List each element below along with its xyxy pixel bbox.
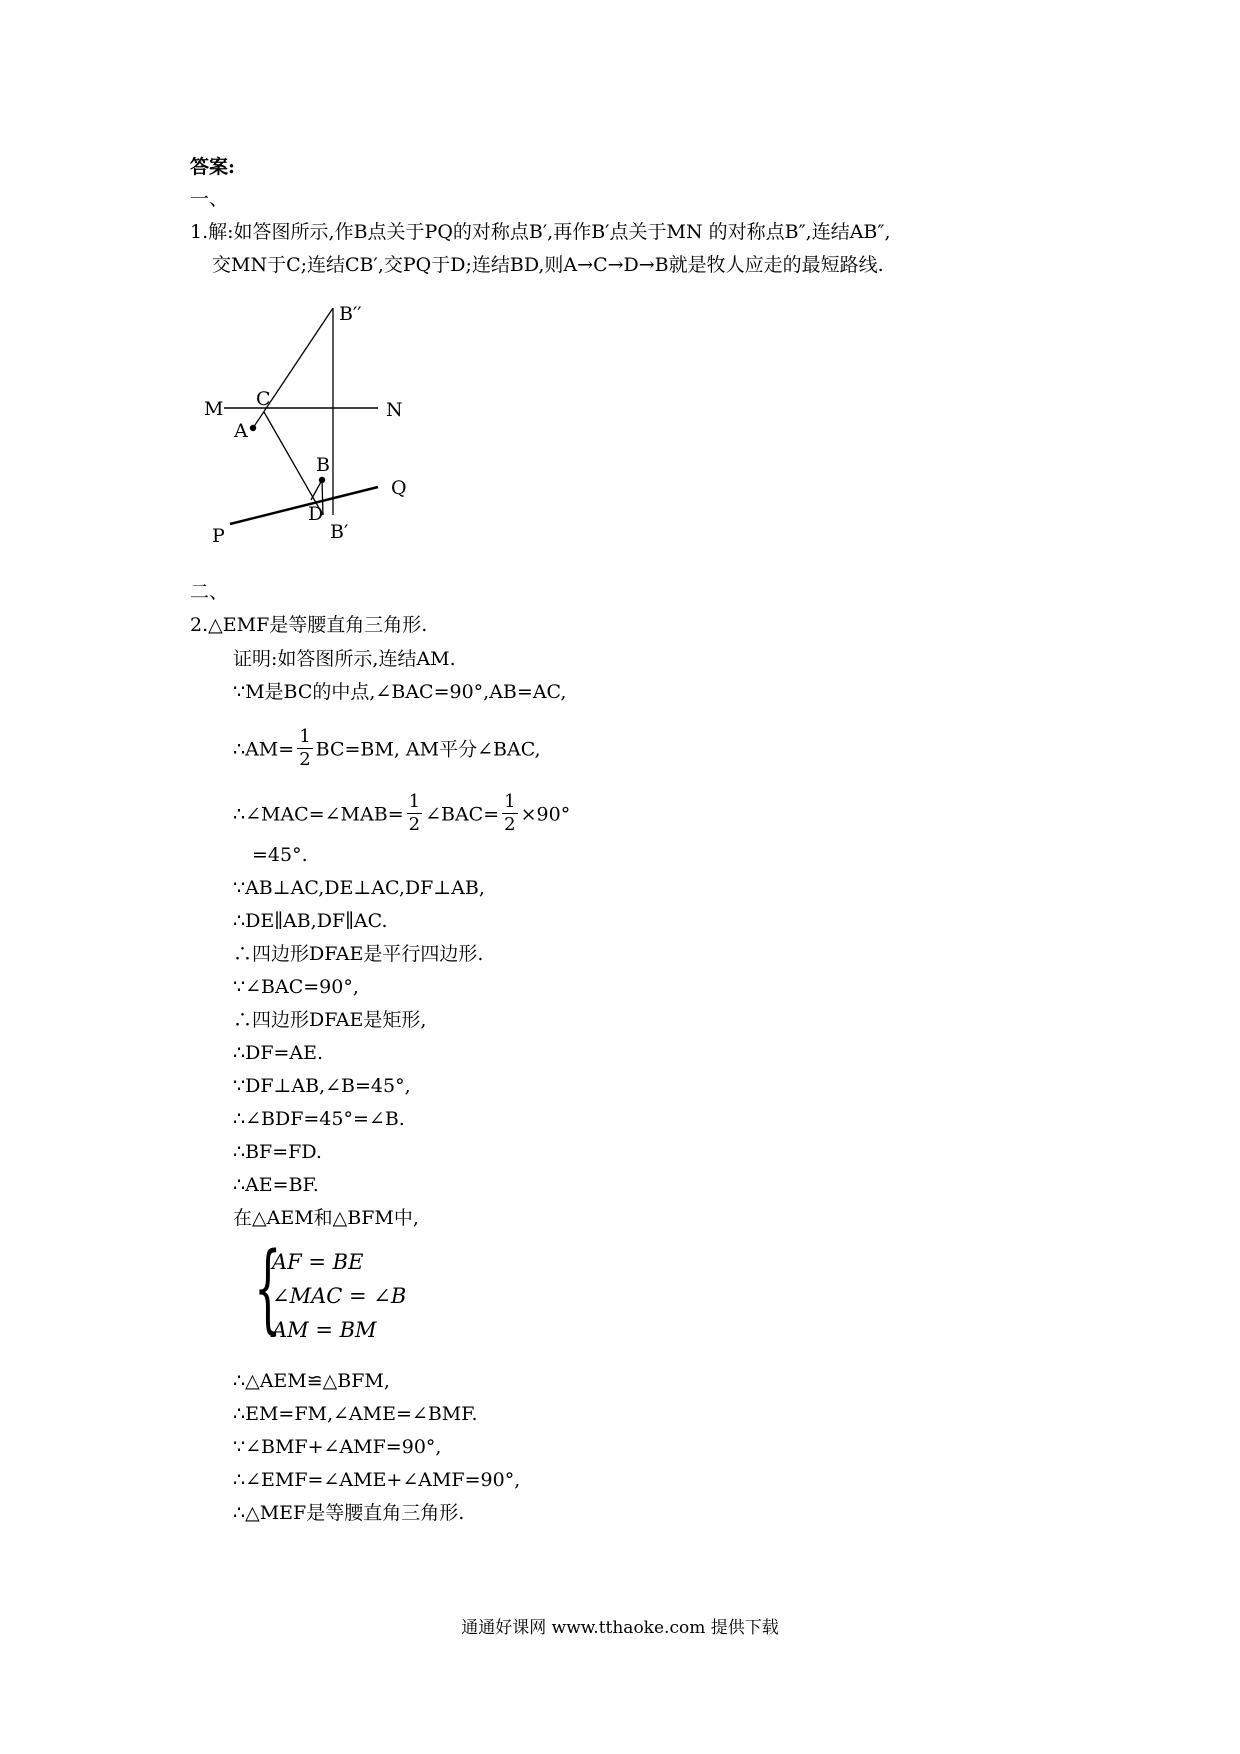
fraction-numerator: 1 [504,791,516,812]
section-one-label: 一、 [190,188,229,210]
proof-line-4-post: ×90° [520,803,571,826]
proof-line-9: ∵∠BAC=90°, [233,976,359,998]
label-m: M [204,398,224,420]
proof-line-15: ∴AE=BF. [233,1174,319,1196]
label-d: D [308,503,324,525]
label-n: N [386,399,403,421]
answer-heading: 答案: [190,156,236,178]
line-pq [230,487,378,524]
fraction-denominator: 2 [299,749,311,770]
proof-line-4-pre: ∴∠MAC=∠MAB= [233,803,404,826]
fraction-half [502,791,517,836]
segment-c-bp [264,412,323,515]
proof-line-6: ∵AB⊥AC,DE⊥AC,DF⊥AB, [233,877,485,899]
proof-line-2: ∵M是BC的中点,∠BAC=90°,AB=AC, [233,681,567,703]
proof-line-14: ∴BF=FD. [233,1141,322,1163]
system-eq-3: AM = BM [272,1318,377,1342]
proof-line-3-post: BC=BM, AM平分∠BAC, [315,738,541,761]
proof-line-16: 在△AEM和△BFM中, [233,1207,419,1229]
system-eq-2: ∠MAC = ∠B [272,1284,407,1308]
q1-line-2: 交MN于C;连结CB′,交PQ于D;连结BD,则A→C→D→B就是牧人应走的最短路线. [212,254,884,276]
proof-line-19: ∵∠BMF+∠AMF=90°, [233,1436,442,1458]
proof-line-20: ∴∠EMF=∠AME+∠AMF=90°, [233,1469,521,1491]
fraction-denominator: 2 [504,814,516,835]
proof-line-17: ∴△AEM≌△BFM, [233,1370,390,1392]
proof-line-21: ∴△MEF是等腰直角三角形. [233,1502,465,1524]
proof-line-12: ∵DF⊥AB,∠B=45°, [233,1075,411,1097]
proof-line-13: ∴∠BDF=45°=∠B. [233,1108,405,1130]
point-b [319,477,325,483]
proof-line-10: ∴四边形DFAE是矩形, [233,1009,427,1031]
system-eq-1: AF = BE [272,1250,364,1274]
q2-title: 2.△EMF是等腰直角三角形. [190,614,428,636]
proof-line-3-pre: ∴AM= [233,738,295,761]
label-c: C [256,388,271,410]
proof-line-7: ∴DE∥AB,DF∥AC. [233,910,388,932]
system-brace: { [254,1232,282,1344]
q1-line-1: 1.解:如答图所示,作B点关于PQ的对称点B′,再作B′点关于MN 的对称点B″,连结AB″, [190,221,891,243]
fraction-denominator: 2 [408,814,421,835]
label-q: Q [391,477,407,499]
segment-a-bpp [253,308,333,428]
proof-line-1: 证明:如答图所示,连结AM. [233,648,456,670]
proof-line-8: ∴四边形DFAE是平行四边形. [233,943,484,965]
label-bpp: B′′ [339,303,362,325]
proof-line-4-mid: ∠BAC= [425,803,500,826]
fraction-half [407,791,422,836]
proof-line-5: =45°. [252,844,308,866]
segment-b-d [311,480,322,500]
proof-line-18: ∴EM=FM,∠AME=∠BMF. [233,1403,478,1425]
proof-line-3 [233,728,541,773]
fraction-numerator: 1 [408,791,421,812]
point-a [250,425,256,431]
proof-line-11: ∴DF=AE. [233,1042,324,1064]
label-p: P [212,525,225,547]
label-a: A [234,420,248,442]
label-b: B [316,454,330,476]
page-footer: 通通好课网 www.tthaoke.com 提供下载 [461,1618,779,1638]
geometry-figure [190,300,430,550]
proof-line-4 [233,793,570,838]
label-bp: B′ [330,521,349,543]
fraction-half [297,726,312,771]
fraction-numerator: 1 [299,726,311,747]
section-two-label: 二、 [190,581,229,603]
